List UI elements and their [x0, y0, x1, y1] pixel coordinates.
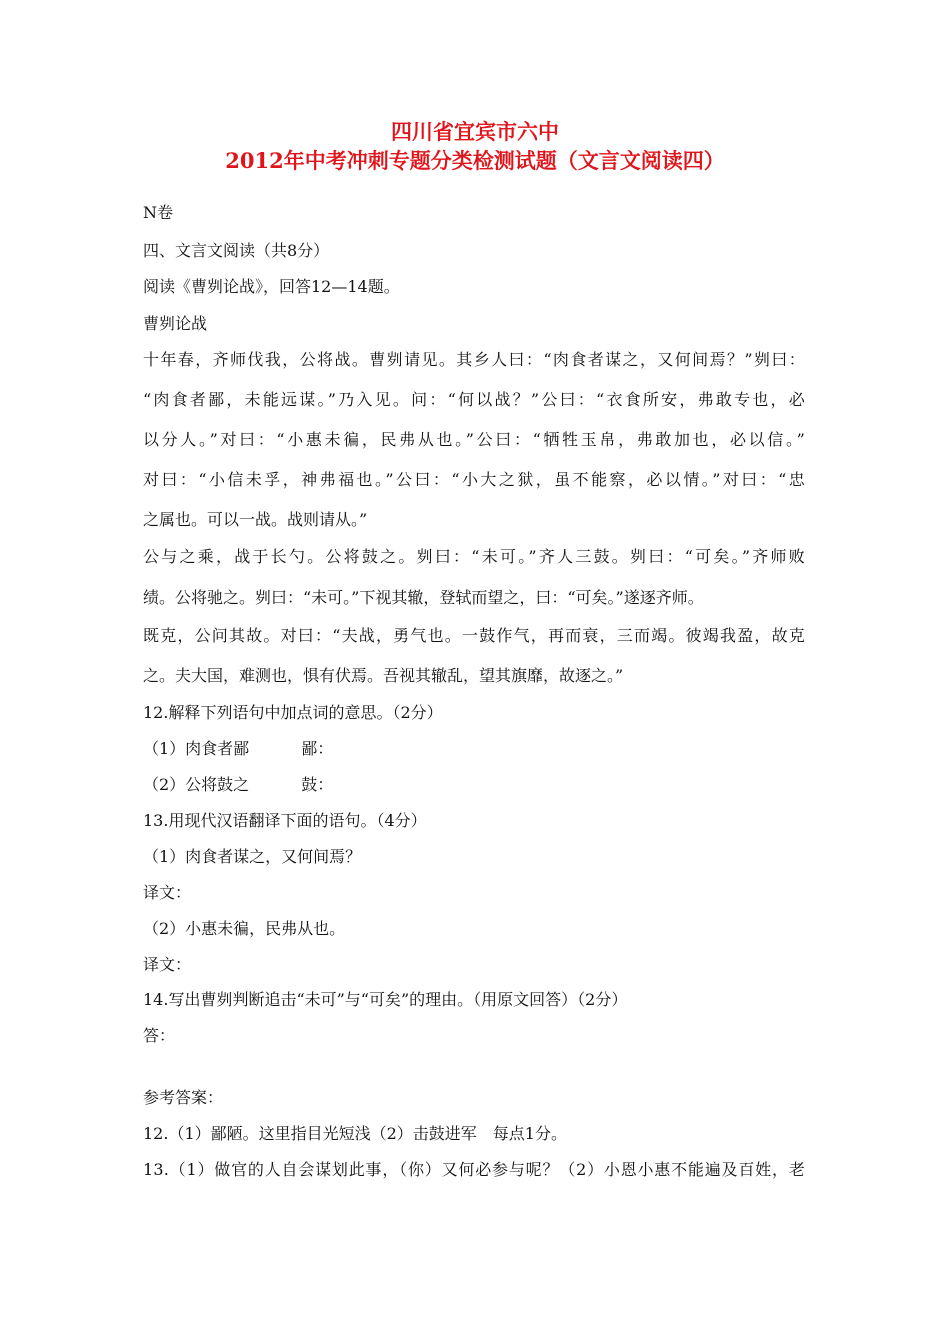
- passage-line: 对曰：“小信未孚，神弗福也。”公曰：“小大之狱，虽不能察，必以情。”对曰：“忠: [143, 470, 805, 489]
- document-title-exam: 2012年中考冲刺专题分类检测试题（文言文阅读四）: [225, 148, 725, 173]
- passage-line: “肉食者鄙，未能远谋。”乃入见。问：“何以战？”公曰：“衣食所安，弗敢专也，必: [143, 390, 805, 409]
- question-12-item-2: [143, 774, 333, 796]
- passage-line: 以分人。”对曰：“小惠未徧，民弗从也。”公曰：“牺牲玉帛，弗敢加也，必以信。”: [143, 430, 805, 449]
- question-12-item-1: [143, 738, 333, 760]
- question-13-item-2: （2）小惠未徧，民弗从也。: [143, 919, 346, 938]
- reference-answers-heading: 参考答案：: [143, 1088, 224, 1107]
- volume-label: N卷: [143, 203, 174, 222]
- passage-line: 绩。公将驰之。刿曰：“未可。”下视其辙，登轼而望之，曰：“可矣。”遂逐齐师。: [143, 588, 704, 607]
- translation-label: 译文：: [143, 883, 192, 902]
- reference-answer-12: 12.（1）鄙陋。这里指目光短浅（2）击鼓进军 每点1分。: [143, 1124, 567, 1143]
- document-title-school: 四川省宜宾市六中: [391, 119, 559, 144]
- question-12-item-1-blank: 鄙：: [301, 739, 334, 758]
- question-12-item-2-blank: 鼓：: [301, 775, 334, 794]
- passage-line: 既克，公问其故。对曰：“夫战，勇气也。一鼓作气，再而衰，三而竭。彼竭我盈，故克: [143, 626, 805, 645]
- reference-answer-13: 13.（1）做官的人自会谋划此事，（你）又何必参与呢？（2）小恩小惠不能遍及百姓，老: [143, 1160, 805, 1179]
- question-12: 12.解释下列语句中加点词的意思。（2分）: [143, 703, 443, 722]
- translation-label: 译文：: [143, 955, 192, 974]
- answer-label: 答：: [143, 1026, 176, 1045]
- question-13-item-1: （1）肉食者谋之，又何间焉？: [143, 847, 362, 866]
- reading-instruction: 阅读《曹刿论战》，回答12—14题。: [143, 277, 400, 296]
- passage-line: 公与之乘，战于长勺。公将鼓之。刿曰：“未可。”齐人三鼓。刿曰：“可矣。”齐师败: [143, 547, 805, 566]
- passage-line: 十年春，齐师伐我，公将战。曹刿请见。其乡人曰：“肉食者谋之，又何间焉？”刿曰：: [143, 350, 805, 369]
- passage-line: 之。夫大国，难测也，惧有伏焉。吾视其辙乱，望其旗靡，故逐之。”: [143, 666, 624, 685]
- passage-title: 曹刿论战: [143, 314, 208, 333]
- passage-line: 之属也。可以一战。战则请从。”: [143, 510, 368, 529]
- section-heading: 四、文言文阅读（共8分）: [143, 241, 330, 260]
- question-14: 14.写出曹刿判断追击“未可”与“可矣”的理由。（用原文回答）（2分）: [143, 990, 628, 1009]
- question-12-item-1-text: （1）肉食者鄙: [143, 739, 250, 758]
- question-12-item-2-text: （2）公将鼓之: [143, 775, 250, 794]
- question-13: 13.用现代汉语翻译下面的语句。（4分）: [143, 811, 427, 830]
